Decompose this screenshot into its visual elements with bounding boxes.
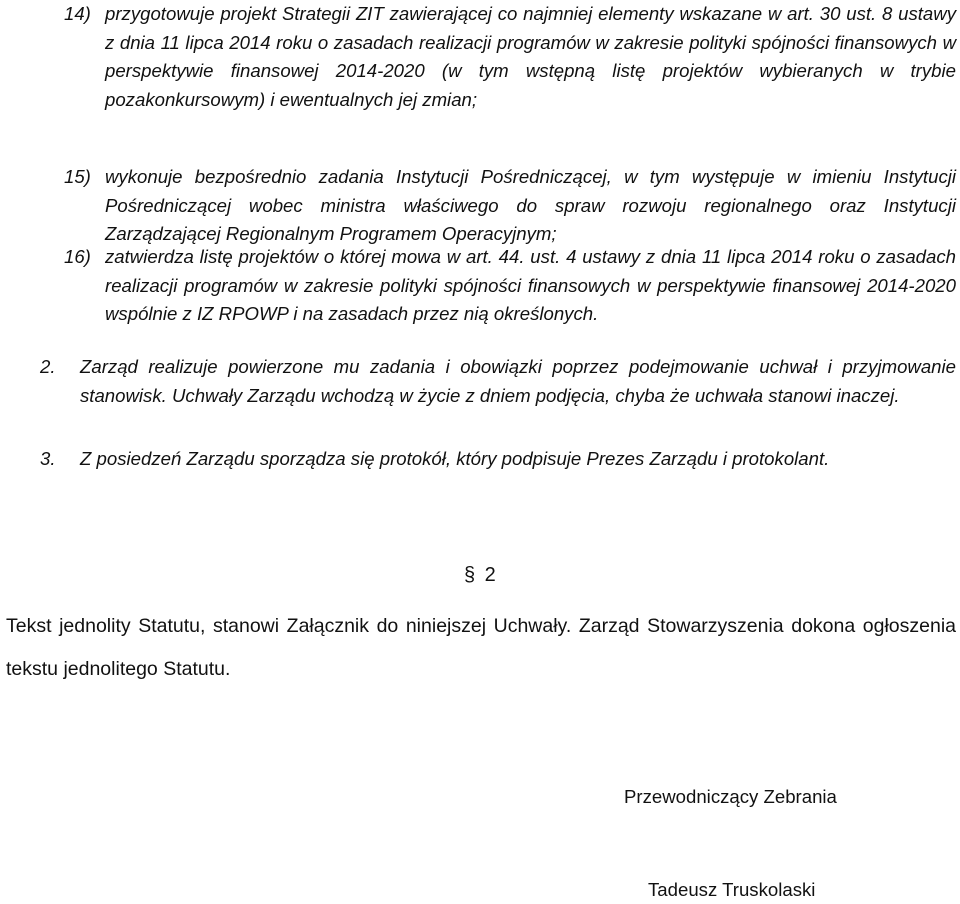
list-item: [64, 243, 956, 329]
item-number: 14): [64, 3, 91, 24]
item-number: 16): [64, 246, 91, 267]
item-text: zatwierdza listę projektów o której mowa w art. 44. ust. 4 ustawy z dnia 11 lipca 2014 roku o zasadach realizacji programów w zakresie polityki spójności finansowych w perspektywie finansowej 2014-2020 wspólnie z IZ RPOWP i na zasadach przez nią określonych.: [105, 246, 956, 324]
signature-title: Przewodniczący Zebrania: [624, 786, 837, 807]
item-text: przygotowuje projekt Strategii ZIT zawierającej co najmniej elementy wskazane w art. 30 ust. 8 ustawy z dnia 11 lipca 2014 roku o zasadach realizacji programów w zakresie polityki spójności finansowych w perspektywie finansowej 2014-2020 (w tym wstępną listę projektów wybieranych w trybie pozakonkursowym) i ewentualnych jej zmian;: [105, 3, 956, 110]
point-text: Z posiedzeń Zarządu sporządza się protokół, który podpisuje Prezes Zarządu i protokolant.: [80, 448, 830, 469]
section-heading: § 2: [464, 564, 498, 586]
point-number: 2.: [40, 356, 56, 377]
list-item: [64, 163, 956, 249]
item-number: 15): [64, 166, 91, 187]
point-text: Zarząd realizuje powierzone mu zadania i obowiązki poprzez podejmowanie uchwał i przyjmowanie stanowisk. Uchwały Zarządu wchodzą w życie z dniem podjęcia, chyba że uchwała stanowi inaczej.: [80, 356, 956, 406]
point-number: 3.: [40, 448, 56, 469]
numbered-point: [40, 353, 956, 410]
item-text: wykonuje bezpośrednio zadania Instytucji Pośredniczącej, w tym występuje w imieniu Instytucji Pośredniczącej wobec ministra właściwego do spraw rozwoju regionalnego oraz Instytucji Zarządzającej Regionalnym Programem Operacyjnym;: [105, 166, 956, 244]
signature-name: Tadeusz Truskolaski: [648, 879, 816, 900]
closing-paragraph: Tekst jednolity Statutu, stanowi Załącznik do niniejszej Uchwały. Zarząd Stowarzyszenia dokona ogłoszenia tekstu jednolitego Statutu.: [6, 615, 956, 680]
list-item: [64, 0, 956, 114]
numbered-point: [40, 445, 956, 474]
